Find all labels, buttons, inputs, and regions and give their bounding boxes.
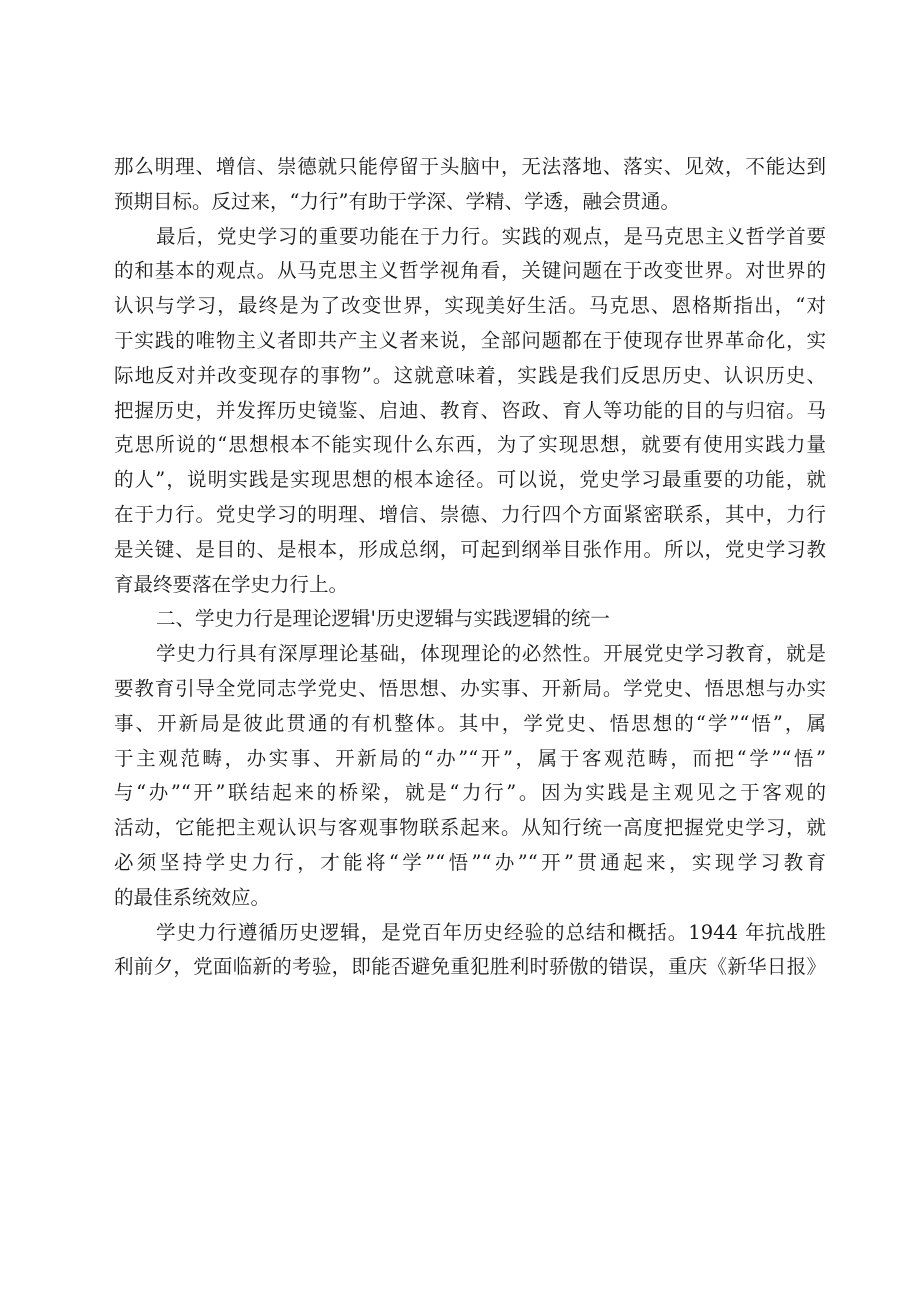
paragraph [114, 150, 826, 220]
text-line: 活动，它能把主观认识与客观事物联系起来。从知行统一高度把握党史学习，就 [114, 816, 826, 840]
text-line: 是关键、是目的、是根本，形成总纲，可起到纲举目张作用。所以，党史学习教 [114, 537, 826, 561]
section-heading [114, 602, 826, 637]
text-line: 于主观范畴，办实事、开新局的“办”“开”，属于客观范畴，而把“学”“悟” [114, 746, 826, 770]
text-line: 的最佳系统效应。 [114, 885, 271, 909]
text-line: 在于力行。党史学习的明理、增信、崇德、力行四个方面紧密联系，其中，力行 [114, 502, 826, 526]
text-line: 事、开新局是彼此贯通的有机整体。其中，学党史、悟思想的“学”“悟”，属 [114, 711, 826, 735]
text-line: 要教育引导全党同志学党史、悟思想、办实事、开新局。学党史、悟思想与办实 [114, 676, 826, 700]
text-line: 于实践的唯物主义者即共产主义者来说，全部问题都在于使现存世界革命化，实 [114, 328, 826, 352]
text-line: 学史力行遵循历史逻辑，是党百年历史经验的总结和概括。1944 年抗战胜 [156, 920, 826, 944]
text-line: 利前夕，党面临新的考验，即能否避免重犯胜利时骄傲的错误，重庆《新华日报》 [114, 955, 826, 979]
text-line: 那么明理、增信、崇德就只能停留于头脑中，无法落地、落实、见效，不能达到 [114, 155, 826, 178]
section-heading-text: 二、学史力行是理论逻辑'历史逻辑与实践逻辑的统一 [156, 607, 610, 631]
paragraph [114, 916, 826, 986]
text-line: 预期目标。反过来，“力行”有助于学深、学精、学透，融会贯通。 [114, 189, 680, 213]
text-line: 认识与学习，最终是为了改变世界，实现美好生活。马克思、恩格斯指出，“对 [114, 294, 826, 318]
text-line: 际地反对并改变现存的事物”。这就意味着，实践是我们反思历史、认识历史、 [114, 363, 826, 387]
text-line: 与“办”“开”联结起来的桥梁，就是“力行”。因为实践是主观见之于客观的 [114, 781, 826, 805]
paragraph [114, 220, 826, 603]
text-line: 的人”，说明实践是实现思想的根本途径。可以说，党史学习最重要的功能，就 [114, 468, 826, 492]
text-line: 的和基本的观点。从马克思主义哲学视角看，关键问题在于改变世界。对世界的 [114, 259, 826, 283]
text-line: 学史力行具有深厚理论基础，体现理论的必然性。开展党史学习教育，就是 [156, 642, 826, 666]
text-line: 必须坚持学史力行，才能将“学”“悟”“办”“开”贯通起来，实现学习教育 [114, 850, 826, 874]
paragraph [114, 637, 826, 915]
text-line: 育最终要落在学史力行上。 [114, 572, 349, 596]
document-body [114, 150, 826, 985]
text-line: 最后，党史学习的重要功能在于力行。实践的观点，是马克思主义哲学首要 [156, 224, 826, 248]
text-line: 把握历史，并发挥历史镜鉴、启迪、教育、咨政、育人等功能的目的与归宿。马 [114, 398, 826, 422]
text-line: 克思所说的“思想根本不能实现什么东西，为了实现思想，就要有使用实践力量 [114, 433, 826, 457]
